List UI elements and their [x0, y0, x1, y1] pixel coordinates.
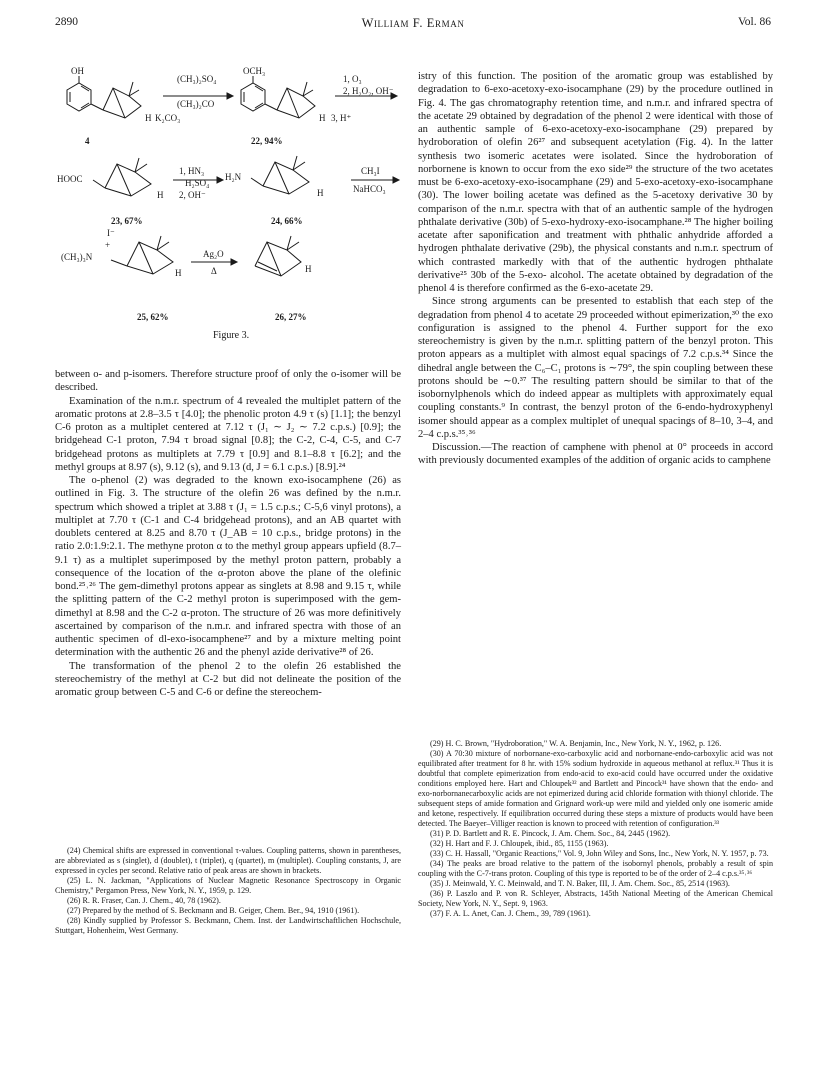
footnote: (34) The peaks are broad relative to the pattern of the isobornyl phenols, probably a result of spin coupling with the C-7-trans proton. Coupling of this type is reported to be of the order of 2–4 c.p.s.³⁵˒³⁶ — [418, 859, 773, 878]
left-column-text — [55, 368, 401, 699]
label-h2n: H₂N — [225, 172, 242, 182]
reagent-5a: Ag₂O — [203, 249, 224, 259]
page-number: 2890 — [55, 16, 78, 28]
footnote: (28) Kindly supplied by Professor S. Beckmann, Chem. Inst. der Landwirtschaftlichen Hochschule, Stuttgart, Hohenheim, West Germany. — [55, 916, 401, 935]
reagent-2a: 1, O₃ — [343, 74, 362, 84]
right-footnotes — [418, 739, 773, 919]
compound-22-structure — [241, 76, 315, 118]
paragraph: Since strong arguments can be presented to establish that each step of the degradation from phenol 4 to acetate 29 proceeded without epimerization,³⁰ the exo configuration is assigned to the phenol 4. Further support for the exo stereochemistry is given by the n.m.r. splitting pattern of the benzyl proton. This proton appears as a multiplet with almost equal spacings of 7.2 c.p.s.³⁴ Since the dihedral angle between the C₆–C₁ protons is ∼79°, the spin coupling between these protons should be ∼0.³⁷ The resulting pattern should be similar to that of the isobornylphenols which do indeed appear as multiplets with approximately equal coupling constants.⁹ In contrast, the benzyl proton of the 6-endo-hydroxyphenyl isomer should appear as a complex multiplet of unequal spacings of 8–10, 3–4, and 2–4 c.p.s.³⁵˒³⁶ — [418, 296, 773, 440]
reagent-5b: Δ — [211, 266, 217, 276]
label-h-6: H — [305, 264, 312, 274]
reaction-scheme — [55, 66, 401, 356]
reagent-2c: 3, H⁺ — [331, 113, 352, 123]
compound-24: 24, 66% — [271, 216, 303, 226]
footnote: (33) C. H. Hassall, "Organic Reactions," Vol. 9, John Wiley and Sons, Inc., New York, N. Y. 1957, p. 73. — [430, 849, 769, 858]
paragraph: Examination of the n.m.r. spectrum of 4 revealed the multiplet pattern of the aromatic protons at 2.8–3.5 τ [4.0]; the phenolic proton 4.9 τ (s) [1.1]; the benzyl C-6 proton as a multiplet centered at 7.12 τ (J₁ ∼ J₂ ∼ 7.2 c.p.s.) [0.9]; the bridgehead C-1 proton, 7.94 τ broad signal [0.8]; the C-2, C-4, C-5, and C-7 bridgehead protons as multiplets at 7.79 τ [0.9] and 8.1–8.8 τ [6.2]; and the methyl groups at 8.97 (s), 9.12 (s), and 9.13 (d, J = 6.1 c.p.s.) [8.9].²⁴ — [55, 395, 401, 473]
footnote: (31) P. D. Bartlett and R. E. Pincock, J. Am. Chem. Soc., 84, 2445 (1962). — [430, 829, 671, 838]
reagent-3c: 2, OH⁻ — [179, 190, 206, 200]
label-h-3: H — [157, 190, 164, 200]
left-footnotes — [55, 846, 401, 936]
page-header — [55, 16, 771, 34]
footnote: (24) Chemical shifts are expressed in conventional τ-values. Coupling patterns, shown in parentheses, are abbreviated as s (singlet), d (doublet), t (triplet), q (quartet), m (multiplet). Coupling constants, J, are expressed in cycles per second. Relative ratio of peak areas are shown in brackets. — [55, 846, 401, 875]
compound-23-structure — [93, 158, 151, 196]
footnote: (32) H. Hart and F. J. Chloupek, ibid., 85, 1155 (1963). — [430, 839, 609, 848]
footnote: (29) H. C. Brown, "Hydroboration," W. A. Benjamin, Inc., New York, N. Y., 1962, p. 126. — [430, 739, 722, 748]
paragraph: between o- and p-isomers. Therefore structure proof of only the o-isomer will be described. — [55, 369, 401, 394]
footnote: (25) L. N. Jackman, "Applications of Nuclear Magnetic Resonance Spectroscopy in Organic Chemistry," Pergamon Press, New York, N. Y., 1959, p. 129. — [55, 876, 401, 895]
paragraph: istry of this function. The position of the aromatic group was established by degradation to 6-exo-acetoxy-exo-isocamphane (29) by the procedure outlined in Fig. 4. The gas chromatography retention time, and n.m.r. and infrared spectra of the acetate 29 obtained by degradation of the phenol 2 were identical with those of an authentic sample of 6-exo-acetoxy-exo-isocamphane (29) prepared by hydroboration of olefin 26²⁷ and subsequent acetylation (Fig. 4). In the latter synthesis two isomeric acetates were isolated. Since the hydroboration of norbornene is known to occur from the exo side²⁹ the structure of the two acetates must be 6-exo-acetoxy-exo-isocamphane (29) and 5-exo-acetoxy-exo-isocamphane (30). The lower boiling acetate was defined as the 5-acetoxy derivative 30 by comparison of the n.m.r. spectra with that of an authentic sample of the hydrogen phthalate derivative (30b) of 5-exo-hydroxy-exo-isocamphane.²⁸ The higher boiling acetate after saponification and treatment with phthalic anhydride afforded a hydrogen phthalate derivative (29b), the physical constants and n.m.r. spectrum of which contrasted markedly with that of the authentic hydrogen phthalate derivative²⁵ 30b of the 5-exo- alcohol. The acetate obtained by degradation of the phenol 4 is therefore confirmed as the 6-exo-acetate 29. — [418, 71, 773, 294]
right-column-text — [418, 70, 773, 468]
discussion-paragraph: Discussion.—The reaction of camphene with phenol at 0° proceeds in accord with previously documented examples of the addition of organic acids to camphene — [418, 442, 773, 467]
paragraph: The o-phenol (2) was degraded to the known exo-isocamphene (26) as outlined in Fig. 3. The structure of the olefin 26 was defined by the n.m.r. spectrum which showed a triplet at 3.88 τ (J₁ = 1.5 c.p.s.; C-5,6 vinyl protons), a multiplet at 7.70 τ (C-1 and C-4 bridgehead protons), and an AB quartet with doublets centered at 8.25 and 8.70 τ (J_AB = 10 c.p.s., bridge protons) in the ratio 2.0:1.9:2.1. The methyne proton α to the methyl group appears upfield (8.7–9.1 τ) as a multiplet superimposed by the methyl proton pattern, probably a consequence of the location of the α-proton above the plane of the olefinic bond.²⁵˒²⁶ The gem-dimethyl protons appear as singlets at 8.98 and 9.15 τ, while the splitting pattern of the C-2 methyl proton is superimposed with the gem-dimethyl at 8.98 and the C-2 α-proton. The structure of 26 was more definitively ascertained by comparison of the n.m.r. and infrared spectra with those of an authentic specimen of dl-exo-isocamphene²⁷ and by a mixture melting point determination with the authentic 26 and the phenyl azide derivative²⁸ of 26. — [55, 475, 401, 659]
compound-22: 22, 94% — [251, 136, 283, 146]
reagent-2b: 2, H₂O₂, OH⁻ — [343, 86, 394, 96]
footnote: (26) R. R. Fraser, Can. J. Chem., 40, 78 (1962). — [67, 896, 221, 905]
label-h-4: H — [317, 188, 324, 198]
reagent-1a: (CH₃)₂SO₄ — [177, 74, 217, 84]
label-h-2: H — [319, 113, 326, 123]
label-h-1: H — [145, 113, 152, 123]
compound-26: 26, 27% — [275, 312, 307, 322]
label-hooc: HOOC — [57, 174, 83, 184]
running-author: William F. Erman — [361, 16, 465, 30]
label-oh: OH — [71, 66, 84, 76]
compound-23: 23, 67% — [111, 216, 143, 226]
paragraph: The transformation of the phenol 2 to the olefin 26 established the stereochemistry of the methyl at C-2 but did not delineate the position of the aromatic group between C-5 and C-6 or define the stereochem- — [55, 660, 401, 698]
compound-4-structure — [67, 76, 141, 118]
label-h-5: H — [175, 268, 182, 278]
reagent-1c: K₂CO₃ — [155, 113, 181, 123]
reagent-4a: CH₃I — [361, 166, 380, 176]
label-iodide: I⁻ — [107, 228, 115, 238]
compound-25-structure — [111, 236, 173, 274]
label-trimethylammonium: (CH₃)₃N — [61, 252, 93, 262]
reagent-3a: 1, HN₃ — [179, 166, 205, 176]
volume-label: Vol. 86 — [737, 16, 771, 28]
footnote: (36) P. Laszlo and P. von R. Schleyer, Abstracts, 145th National Meeting of the American Chemical Society, New York, N. Y., Sept. 9, 1963. — [418, 889, 773, 908]
footnote: (30) A 70:30 mixture of norbornane-exo-carboxylic acid and norbornane-endo-carboxylic acid was not equilibrated after treatment for 8 hr. with 15% sodium hydroxide in aqueous methanol at reflux.³¹ Thus it is doubtful that complete epimerization from endo-acid to exo-acid could have occurred under the oxidative conditions employed here. Hart and Chloupek³² and Bartlett and Pincock³¹ have shown that the endo- and exo-norbornanecarboxylic acids are not epimerized during acid chloride formation with thionyl chloride. The subsequent steps of amide formation and Grignard work-up were mild and yielded only one isomeric amide and ketone, respectively. If equilibration occurred during these steps a mixture of products would have been detected. The Baeyer–Villiger reaction is known to proceed with retention of configuration.³³ — [418, 749, 773, 828]
figure-3 — [55, 66, 401, 356]
reagent-4b: NaHCO₃ — [353, 184, 386, 194]
compound-26-structure — [255, 236, 301, 276]
label-plus: + — [105, 240, 111, 250]
footnote: (35) J. Meinwald, Y. C. Meinwald, and T. N. Baker, III, J. Am. Chem. Soc., 85, 2514 (1963). — [430, 879, 730, 888]
footnote: (27) Prepared by the method of S. Beckmann and B. Geiger, Chem. Ber., 94, 1910 (1961). — [67, 906, 360, 915]
figure-caption: Figure 3. — [213, 330, 250, 341]
compound-24-structure — [251, 156, 309, 194]
label-och3: OCH₃ — [243, 66, 266, 76]
compound-25: 25, 62% — [137, 312, 169, 322]
footnote: (37) F. A. L. Anet, Can. J. Chem., 39, 789 (1961). — [430, 909, 591, 918]
reagent-1b: (CH₃)₂CO — [177, 99, 215, 109]
compound-4: 4 — [85, 136, 90, 146]
reagent-3b: H₂SO₄ — [185, 178, 210, 188]
